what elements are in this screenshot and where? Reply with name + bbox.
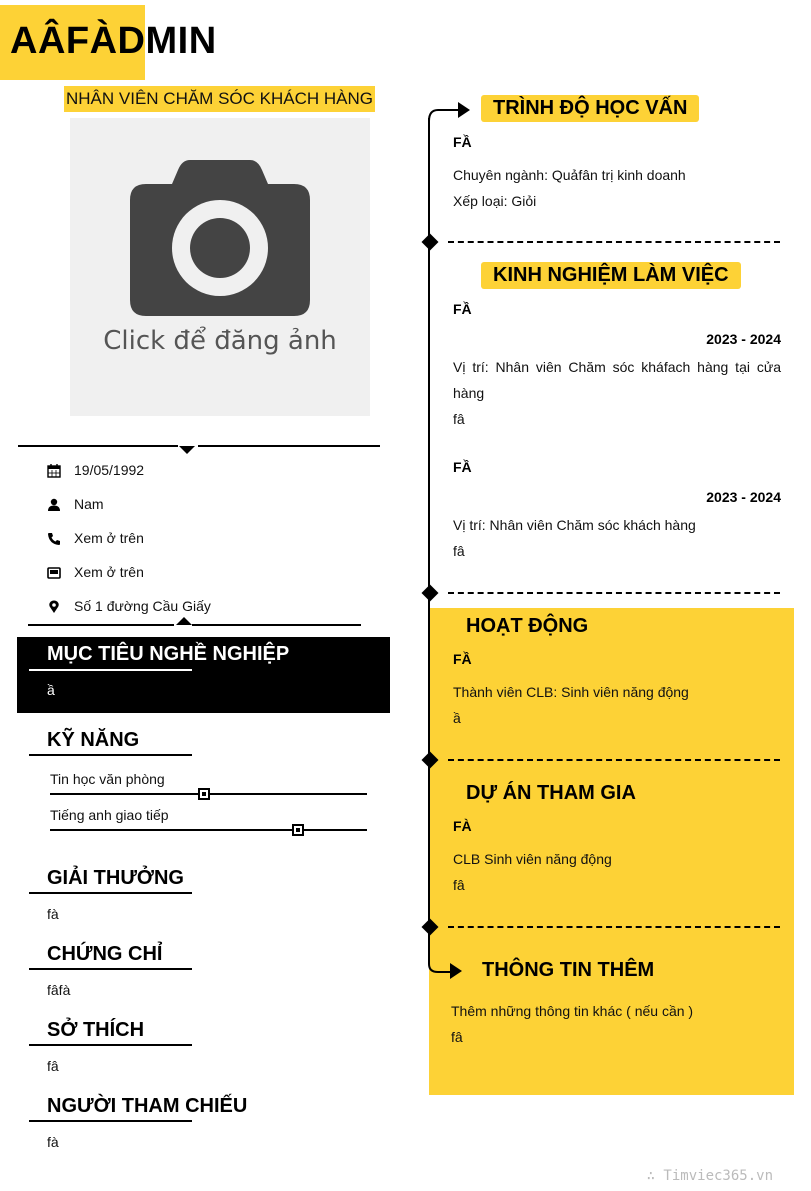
hobbies-title[interactable]: SỞ THÍCH <box>47 1019 145 1041</box>
projects-note[interactable]: fâ <box>453 877 465 893</box>
skill-name[interactable]: Tiếng anh giao tiếp <box>50 807 169 823</box>
activities-panel <box>429 608 794 943</box>
references-underline <box>29 1120 192 1122</box>
education-grade[interactable]: Xếp loại: Giỏi <box>453 193 537 209</box>
hobbies-underline <box>29 1044 192 1046</box>
separator-dashed <box>448 759 780 761</box>
references-body[interactable]: fà <box>47 1134 59 1150</box>
email-value: Xem ở trên <box>74 564 144 580</box>
address-value: Số 1 đường Cầu Giấy <box>74 598 211 614</box>
divider-right <box>198 445 380 447</box>
camera-icon <box>130 160 310 316</box>
objective-underline <box>29 669 192 671</box>
objective-body: ầ <box>47 682 55 698</box>
activities-title[interactable]: HOẠT ĐỘNG <box>466 615 589 637</box>
experience-org[interactable]: FẦ <box>453 301 472 317</box>
extra-note[interactable]: fâ <box>451 1029 463 1045</box>
photo-upload[interactable] <box>70 118 370 416</box>
job-title[interactable]: NHÂN VIÊN CHĂM SÓC KHÁCH HÀNG <box>64 86 375 112</box>
certificates-title[interactable]: CHỨNG CHỈ <box>47 943 163 965</box>
email-icon <box>47 566 61 580</box>
separator-dashed <box>448 241 780 243</box>
info-address[interactable] <box>47 596 211 616</box>
info-email[interactable] <box>47 562 144 582</box>
awards-underline <box>29 892 192 894</box>
divider2-left <box>28 624 174 626</box>
skill-name[interactable]: Tin học văn phòng <box>50 771 165 787</box>
timeline-node <box>422 585 439 602</box>
objective-section[interactable] <box>17 637 390 713</box>
activities-note[interactable]: ầ <box>453 710 461 726</box>
references-title[interactable]: NGƯỜI THAM CHIẾU <box>47 1095 248 1117</box>
skills-title[interactable]: KỸ NĂNG <box>47 729 140 751</box>
extra-desc[interactable]: Thêm những thông tin khác ( nếu cần ) <box>451 1003 694 1019</box>
certificates-underline <box>29 968 192 970</box>
birthday-value: 19/05/1992 <box>74 462 145 478</box>
experience-title[interactable]: KINH NGHIỆM LÀM VIỆC <box>481 262 741 289</box>
photo-upload-label: Click để đăng ảnh <box>103 326 337 356</box>
extra-title[interactable]: THÔNG TIN THÊM <box>482 959 655 981</box>
projects-org[interactable]: FÀ <box>453 818 472 834</box>
skill-level-handle[interactable] <box>198 788 210 800</box>
divider-arrow-down <box>179 446 195 454</box>
candidate-name[interactable]: AÂFÀDMIN <box>10 20 217 62</box>
info-gender[interactable] <box>47 494 104 514</box>
education-major[interactable]: Chuyên ngành: Quảfân trị kinh doanh <box>453 167 686 183</box>
education-title[interactable]: TRÌNH ĐỘ HỌC VẤN <box>481 95 699 122</box>
timeline-arrow-bottom-icon <box>428 956 464 984</box>
experience-note[interactable]: fâ <box>453 543 465 559</box>
divider-left <box>18 445 178 447</box>
experience-position[interactable]: Vị trí: Nhân viên Chăm sóc khách hàng <box>453 517 696 533</box>
timeline-arrow-top-icon <box>428 100 472 122</box>
experience-date[interactable]: 2023 - 2024 <box>706 331 781 347</box>
gender-value: Nam <box>74 496 104 512</box>
experience-date[interactable]: 2023 - 2024 <box>706 489 781 505</box>
info-birthday[interactable] <box>47 460 144 480</box>
projects-title[interactable]: DỰ ÁN THAM GIA <box>466 782 636 804</box>
education-org[interactable]: FẦ <box>453 134 472 150</box>
experience-org[interactable]: FẦ <box>453 459 472 475</box>
activities-role[interactable]: Thành viên CLB: Sinh viên năng động <box>453 684 689 700</box>
awards-title[interactable]: GIẢI THƯỞNG <box>47 867 184 889</box>
location-icon <box>47 600 61 614</box>
hobbies-body[interactable]: fâ <box>47 1058 59 1074</box>
experience-position[interactable]: Vị trí: Nhân viên Chăm sóc kháfach hàng tại cửa hàng <box>453 359 781 401</box>
person-icon <box>47 498 61 512</box>
calendar-icon <box>47 464 61 478</box>
separator-dashed <box>448 926 780 928</box>
separator-dashed <box>448 592 780 594</box>
experience-note[interactable]: fâ <box>453 411 465 427</box>
divider2-right <box>192 624 361 626</box>
phone-value: Xem ở trên <box>74 530 144 546</box>
certificates-body[interactable]: fâfà <box>47 982 71 998</box>
skill-level-handle[interactable] <box>292 824 304 836</box>
projects-name[interactable]: CLB Sinh viên năng động <box>453 851 612 867</box>
objective-title: MỤC TIÊU NGHỀ NGHIỆP <box>47 643 290 665</box>
watermark: ∴ Timviec365.vn <box>646 1168 773 1184</box>
skills-underline <box>29 754 192 756</box>
info-phone[interactable] <box>47 528 144 548</box>
divider2-arrow-up <box>176 617 192 625</box>
skill-bar[interactable] <box>50 829 367 831</box>
awards-body[interactable]: fà <box>47 906 59 922</box>
activities-org[interactable]: FẦ <box>453 651 472 667</box>
timeline-node <box>422 234 439 251</box>
phone-icon <box>47 532 61 546</box>
